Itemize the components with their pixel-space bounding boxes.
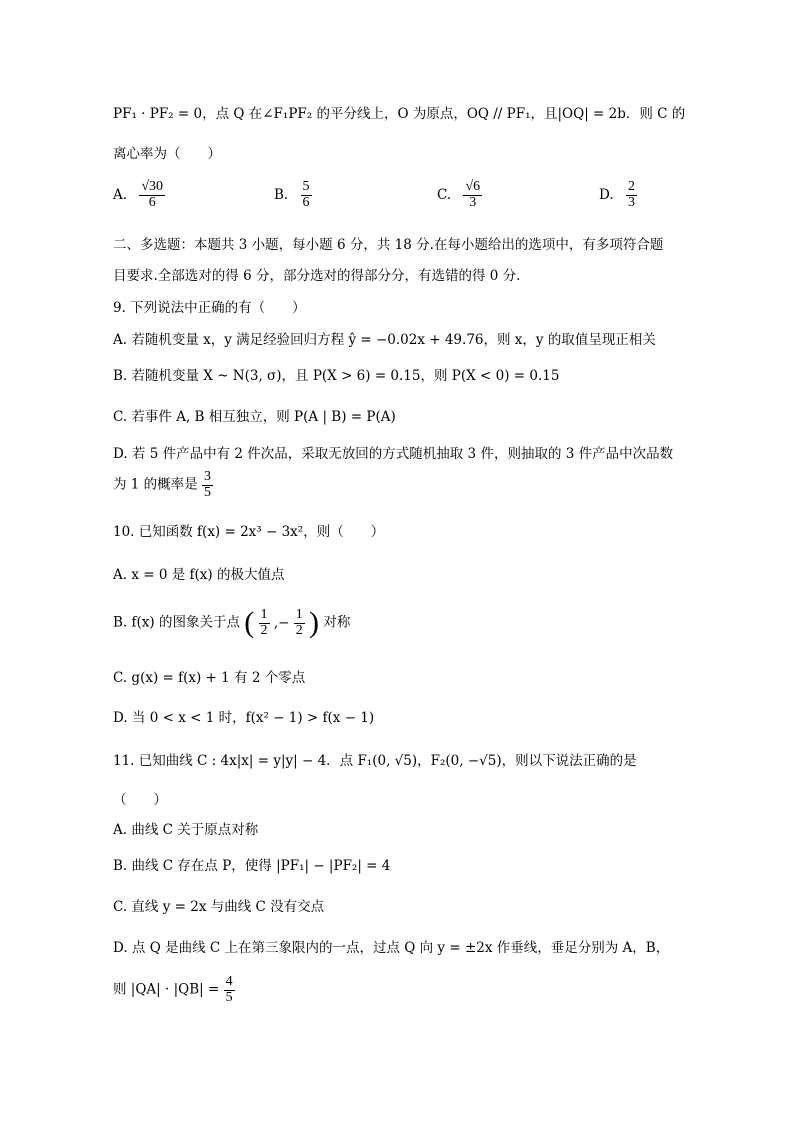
q11-option-b: B. 曲线 C 存在点 P，使得 |PF₁| − |PF₂| = 4	[113, 858, 391, 874]
option-b-fraction	[301, 180, 312, 210]
numerator: 1	[260, 606, 268, 622]
q10-b-x-fraction	[259, 608, 270, 638]
q11-option-c: C. 直线 y = 2x 与曲线 C 没有交点	[113, 899, 325, 915]
q11-stem: 11. 已知曲线 C : 4x|x| = y|y| − 4．点 F₁(0, √5)，F₂(0, −√5)，则以下说法正确的是	[113, 753, 637, 769]
q9-option-c: C. 若事件 A, B 相互独立，则 P(A | B) = P(A)	[113, 409, 396, 425]
numerator: √30	[141, 179, 164, 194]
q8-option-b	[274, 180, 312, 210]
left-paren: (	[244, 606, 255, 639]
q8-question-text: 离心率为（ ）	[113, 146, 221, 162]
q8-stem-end	[113, 146, 221, 162]
q8-condition-line	[113, 106, 685, 122]
q8-option-a	[113, 180, 165, 210]
q8-option-c	[437, 180, 482, 210]
numerator: 3	[203, 469, 211, 484]
option-d-fraction	[626, 180, 637, 210]
denominator: 3	[627, 194, 635, 210]
section-2-instructions-line1: 二、多选题：本题共 3 小题，每小题 6 分，共 18 分.在每小题给出的选项中，有多项符合题	[113, 237, 664, 253]
q9-option-a: A. 若随机变量 x，y 满足经验回归方程 ŷ = −0.02x + 49.76，则 x，y 的取值呈现正相关	[113, 332, 656, 348]
q8-option-d	[599, 180, 637, 210]
q10-option-a: A. x = 0 是 f(x) 的极大值点	[113, 567, 285, 583]
denominator: 6	[302, 194, 310, 210]
numerator: 4	[225, 974, 233, 989]
numerator: 1	[295, 606, 303, 622]
option-c-fraction	[463, 180, 482, 210]
option-a-fraction	[139, 180, 165, 210]
q10-b-y-fraction	[294, 608, 305, 638]
option-label: B.	[274, 186, 289, 203]
q10-option-d: D. 当 0 < x < 1 时，f(x² − 1) > f(x − 1)	[113, 710, 375, 726]
option-label: A.	[113, 186, 128, 203]
q9-option-b: B. 若随机变量 X ~ N(3, σ)，且 P(X > 6) = 0.15，则 P(X < 0) = 0.15	[113, 368, 560, 384]
option-label: D.	[599, 186, 614, 203]
denominator: 2	[295, 622, 303, 638]
q11-option-d-line2	[113, 975, 235, 1005]
q10-option-c: C. g(x) = f(x) + 1 有 2 个零点	[113, 670, 306, 686]
q11-option-d-line1: D. 点 Q 是曲线 C 上在第三象限内的一点，过点 Q 向 y = ±2x 作垂线，垂足分别为 A，B，	[113, 940, 670, 956]
q9-stem: 9. 下列说法中正确的有（ ）	[113, 300, 306, 316]
q10-b-suffix: 对称	[323, 614, 351, 631]
denominator: 3	[469, 194, 477, 210]
denominator: 5	[203, 484, 211, 500]
q9-option-d-line2	[113, 470, 213, 500]
numerator: 5	[302, 179, 310, 194]
q9-d-fraction	[202, 470, 213, 500]
numerator: √6	[465, 179, 481, 194]
q10-stem: 10. 已知函数 f(x) = 2x³ − 3x²，则（ ）	[113, 524, 385, 540]
option-label: C.	[437, 186, 452, 203]
q11-paren: （ ）	[113, 792, 167, 808]
denominator: 5	[225, 989, 233, 1005]
q11-d-fraction	[224, 975, 235, 1005]
denominator: 6	[148, 194, 156, 210]
numerator: 2	[627, 179, 635, 194]
q11-option-a: A. 曲线 C 关于原点对称	[113, 822, 259, 838]
q11-d-prefix: 则 |QA| · |QB| =	[113, 981, 220, 998]
comma-minus: ,−	[273, 614, 290, 631]
q9-d-prefix: 为 1 的概率是	[113, 476, 198, 493]
q8-condition-text: PF₁ · PF₂ = 0，点 Q 在∠F₁PF₂ 的平分线上，O 为原点，OQ // PF₁，且|OQ| = 2b．则 C 的	[113, 106, 686, 122]
q9-option-d-line1: D. 若 5 件产品中有 2 件次品，采取无放回的方式随机抽取 3 件，则抽取的 3 件产品中次品数	[113, 446, 674, 462]
denominator: 2	[260, 622, 268, 638]
q10-b-prefix: B. f(x) 的图象关于点	[113, 614, 240, 631]
section-2-instructions-line2: 目要求.全部选对的得 6 分，部分选对的得部分分，有选错的得 0 分.	[113, 268, 521, 284]
right-paren: )	[309, 606, 320, 639]
q10-option-b	[113, 605, 350, 641]
